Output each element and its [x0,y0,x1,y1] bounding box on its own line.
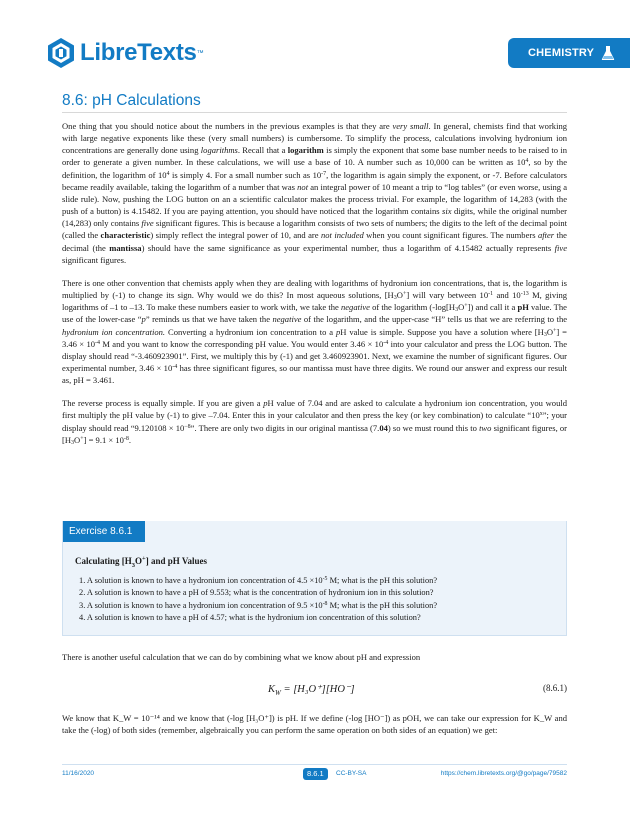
equation-expression: $K_W = [H_3O^+][HO^-]$ [268,684,355,698]
equation-kw [62,683,567,699]
paragraph-ph-convention: There is one other convention that chemists apply when they are dealing with logarithms of hydronium ion concentrations, that is, the logarithm is multiplied by (-1) to change its sign. Why would we do this? In most aqueous solutions, $[H_3O^+]$ will vary between $10^{-1}$ and $10^{-13}$ M, giving logarithms of –1 to –13. To make these numbers easier to work with, we take the negative of the logarithm $(-\log[H_3O^+])$ and call it a pH value. The use of the lower-case “p” reminds us that we have taken the negative of the logarithm, and the upper-case “H” tells us that we are referring to the hydronium ion concentration. Converting a hydronium ion concentration to a pH value is simple. Suppose you have a solution where $[H_3O^+] = 3.46 \times 10^{-4}$ M and you want to know the corresponding pH value. You would enter $3.46 \times 10^{-4}$ into your calculator and press the LOG button. The display should read “-3.460923901”. First, we multiply this by (-1) and get 3.460923901. Next, we examine the number of significant figures. Our experimental number, $3.46 \times 10^{-4}$ has three significant figures, so our mantissa must have three digits. We round our answer and express our result as, pH = 3.461. [62,277,568,386]
footer-page-number: 8.6.1 [303,768,328,780]
libretexts-logo[interactable] [46,36,204,70]
flask-icon [601,45,615,61]
subject-label: CHEMISTRY [528,47,595,59]
libretexts-hexagon-icon [46,37,76,69]
paragraph-kw-intro: There is another useful calculation that we can do by combining what we know about pH and expression [62,652,421,662]
subject-banner[interactable] [508,38,630,68]
footer-url-link[interactable]: https://chem.libretexts.org/@go/page/79582 [440,770,567,777]
footer-license[interactable]: CC-BY-SA [336,770,367,777]
page-footer [62,768,567,780]
page-title: 8.6: pH Calculations [62,92,201,109]
page-header [0,0,630,80]
footer-divider [62,764,567,765]
logo-trademark: ™ [196,49,204,57]
exercise-tab[interactable]: Exercise 8.6.1 [63,521,145,542]
exercise-box [62,521,567,636]
exercise-question: 3. A solution is known to have a hydronium ion concentration of $9.5 \times 10^{-8}$ M; what is the pH this solution? [79,600,438,610]
exercise-question: 4. A solution is known to have a pH of 4.57; what is the hydronium ion concentration of this solution? [79,612,421,622]
paragraph-reverse-process: The reverse process is equally simple. If you are given a pH value of 7.04 and are asked to calculate a hydronium ion concentration, you would first multiply the pH value by (-1) to give –7.04. Enter this in your calculator and then press the key (or key combination) to calculate “10$^x$”; your display should read “$9.120108 \times 10^{-8}$”. There are only two digits in our original mantissa (7.04) so we must round this to two significant figures, or $[H_3O^+] = 9.1 \times 10^{-8}$. [62,398,568,446]
logo-wordmark: LibreTexts [80,39,197,66]
paragraph-logarithms: One thing that you should notice about the numbers in the previous examples is that they are very small. In general, chemists find that working with large negative exponents like these (very small numbers) is cumbersome. To simplify the process, calculations involving hydronium ion concentrations are generally done using logarithms. Recall that a logarithm is simply the exponent that some base number needs to be raised to in order to generate a given number. In these calculations, we will use a base of 10. A number such as 10,000 can be written as $10^4$, so by the definition, the logarithm of $10^4$ is simply 4. For a small number such as $10^{-7}$, the logarithm is again simply the exponent, or -7. Before calculators became readily available, taking the logarithm of a number that was not an integral power of 10 meant a trip to “log tables” (or even worse, using a slide rule). Now, pushing the LOG button on an a scientific calculator makes the process trivial. For example, the logarithm of 14,283 (with the push of a button) is 4.15482. If you are paying attention, you should have noticed that the logarithm contains six digits, while the original number (14,283) only contains five significant figures. This is because a logarithm consists of two sets of numbers; the digits to the left of the decimal point (called the characteristic) simply reflect the integral power of 10, and are not included when you count significant figures. The numbers after the decimal (the mantissa) should have the same significance as your experimental number, thus a logarithm of 4.15482 actually represents five significant figures. [62,121,568,265]
exercise-question-list [75,575,555,624]
equation-number: (8.6.1) [543,683,567,693]
footer-date: 11/16/2020 [62,770,95,777]
exercise-heading: Calculating $[H_3O^+]$ and pH Values [75,555,208,569]
main-content [62,120,567,457]
paragraph-poh: We know that K_W = 10⁻¹⁴ and we know that (-log [H₃O⁺]) is pH. If we define (-log [HO⁻]) as pOH, we can take our expression for K_W and take the (-log) of both sides (remember, algebraically you can perform the same operation on both sides of an equation) we get: [62,713,567,736]
title-divider [62,112,567,113]
exercise-question: 2. A solution is known to have a pH of 9.553; what is the concentration of hydronium ion in this solution? [79,588,434,598]
exercise-question: 1. A solution is known to have a hydronium ion concentration of $4.5 \times 10^{-5}$ M; what is the pH this solution? [79,576,438,585]
